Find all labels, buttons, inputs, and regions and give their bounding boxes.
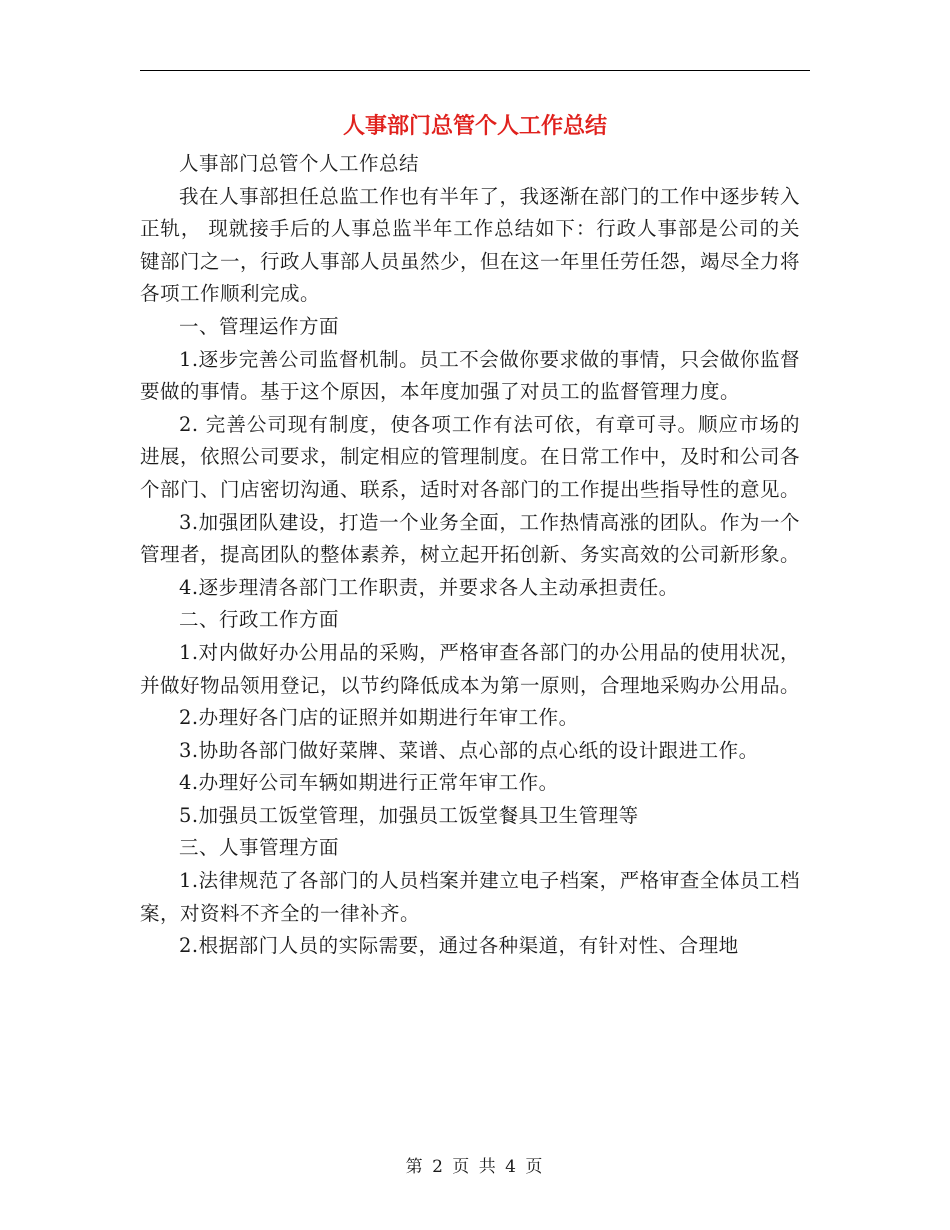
section-heading-management: 一、管理运作方面 bbox=[179, 314, 340, 338]
paragraph-subtitle: 人事部门总管个人工作总结 bbox=[179, 152, 420, 175]
paragraph-item: 1.对内做好办公用品的采购，严格审查各部门的办公用品的使用状况，并做好物品领用登记，以节约降低成本为第一原则，合理地采购办公用品。 bbox=[140, 640, 801, 697]
paragraph-item: 3.协助各部门做好菜牌、菜谱、点心部的点心纸的设计跟进工作。 bbox=[179, 738, 759, 762]
paragraph-item: 5.加强员工饭堂管理，加强员工饭堂餐具卫生管理等 bbox=[179, 803, 639, 827]
section-heading-personnel: 三、人事管理方面 bbox=[179, 836, 340, 860]
document-title: 人事部门总管个人工作总结 bbox=[342, 113, 607, 139]
section-heading-administration: 二、行政工作方面 bbox=[179, 608, 340, 632]
paragraph-item: 4.逐步理清各部门工作职责，并要求各人主动承担责任。 bbox=[179, 575, 679, 599]
document-body bbox=[140, 148, 800, 963]
paragraph-item: 3.加强团队建设，打造一个业务全面，工作热情高涨的团队。作为一个管理者，提高团队的整体素养，树立起开拓创新、务实高效的公司新形象。 bbox=[140, 510, 801, 567]
paragraph-item: 1.逐步完善公司监督机制。员工不会做你要求做的事情，只会做你监督要做的事情。基于这个原因，本年度加强了对员工的监督管理力度。 bbox=[140, 347, 800, 404]
paragraph-item: 4.办理好公司车辆如期进行正常年审工作。 bbox=[179, 771, 559, 795]
paragraph-item: 2. 完善公司现有制度，使各项工作有法可依，有章可寻。顺应市场的进展，依照公司要求，制定相应的管理制度。在日常工作中，及时和公司各个部门、门店密切沟通、联系，适时对各部门的工作提出些指导性的意见。 bbox=[140, 412, 801, 501]
paragraph-intro: 我在人事部担任总监工作也有半年了，我逐渐在部门的工作中逐步转入正轨， 现就接手后的人事总监半年工作总结如下：行政人事部是公司的关键部门之一，行政人事部人员虽然少，但在这一年里任劳任怨，竭尽全力将各项工作顺利完成。 bbox=[140, 184, 801, 306]
paragraph-item: 1.法律规范了各部门的人员档案并建立电子档案，严格审查全体员工档案，对资料不齐全的一律补齐。 bbox=[140, 869, 800, 925]
page-number-footer: 第 2 页 共 4 页 bbox=[405, 1157, 545, 1177]
header-rule bbox=[140, 70, 810, 71]
paragraph-item: 2.根据部门人员的实际需要，通过各种渠道，有针对性、合理地 bbox=[179, 934, 739, 958]
paragraph-item: 2.办理好各门店的证照并如期进行年审工作。 bbox=[179, 706, 579, 730]
